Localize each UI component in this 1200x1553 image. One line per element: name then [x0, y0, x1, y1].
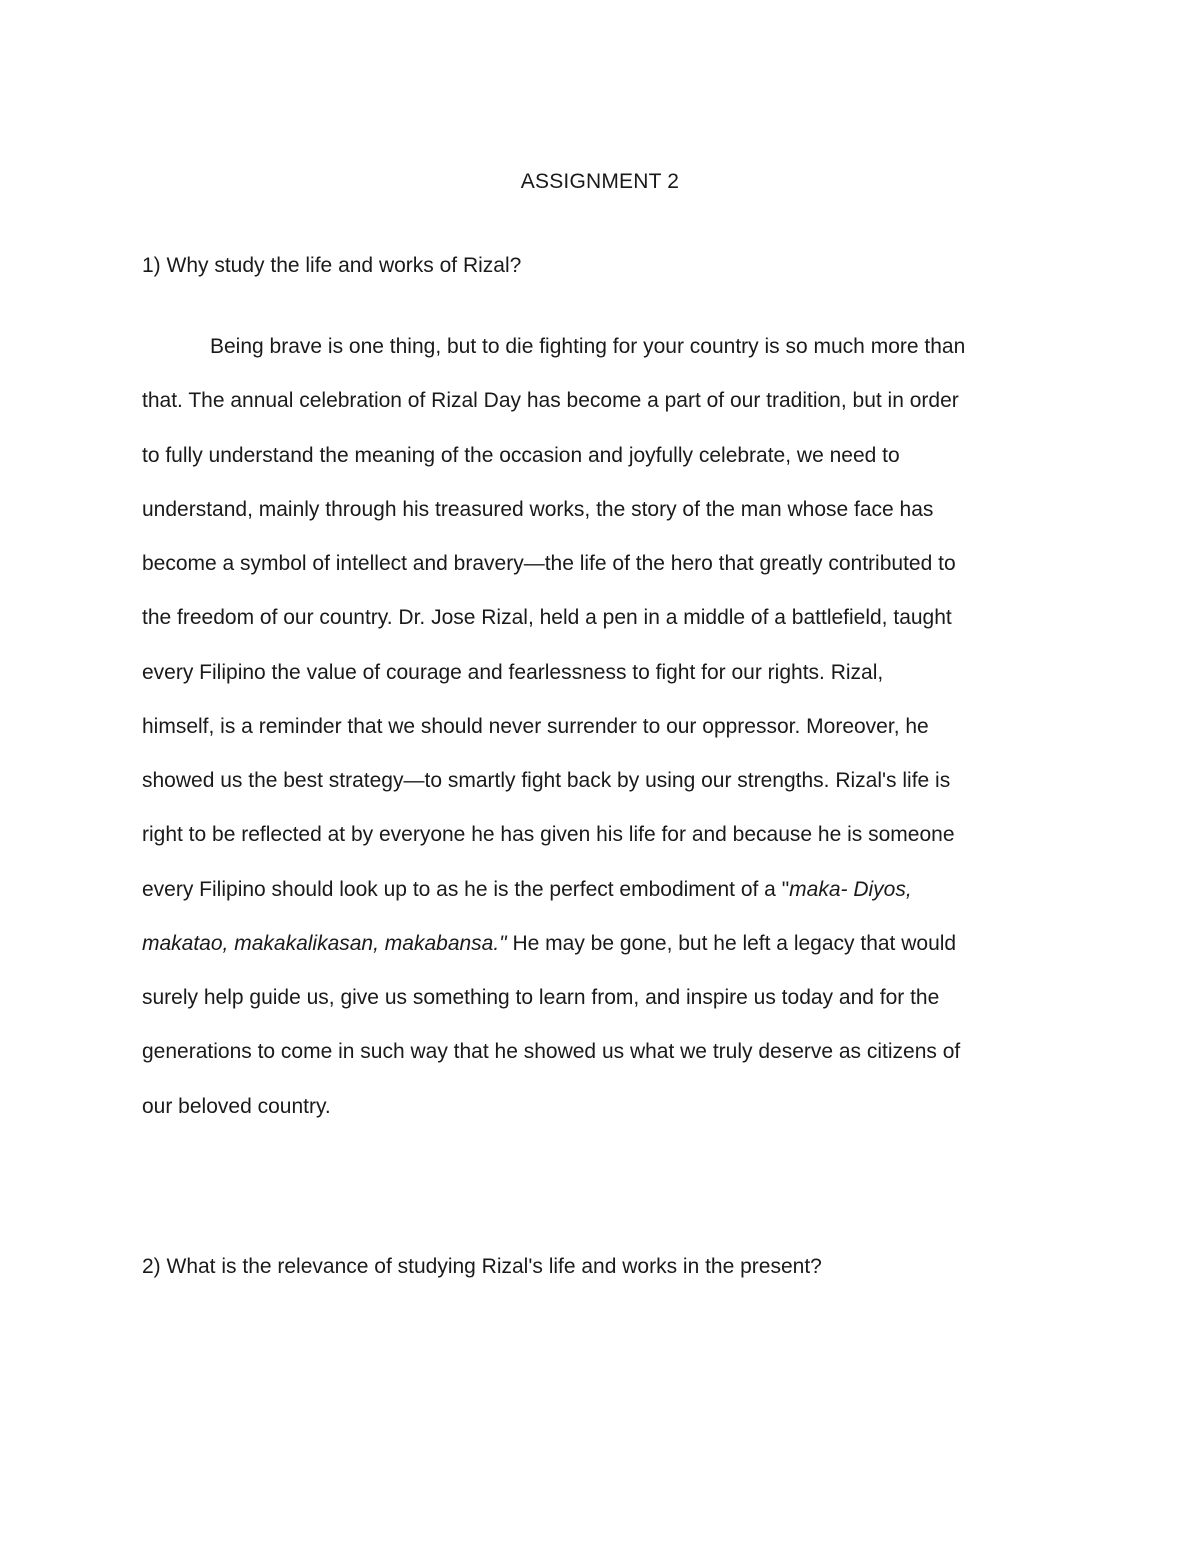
answer-line-11-text: every Filipino should look up to as he is the perfect embodiment of a " — [142, 877, 790, 901]
answer-line-5: become a symbol of intellect and bravery—the life of the hero that greatly contributed to — [142, 552, 956, 575]
answer-line-11-italic: maka- Diyos, — [789, 877, 912, 901]
answer-line-12-italic: makatao, makakalikasan, makabansa." — [142, 931, 507, 955]
question-1: 1) Why study the life and works of Rizal? — [142, 254, 522, 277]
answer-line-7: every Filipino the value of courage and fearlessness to fight for our rights. Rizal, — [142, 660, 884, 684]
answer-line-10: right to be reflected at by everyone he has given his life for and because he is someone — [142, 823, 955, 847]
answer-line-11 — [142, 875, 1060, 929]
answer-line-12 — [142, 929, 1060, 983]
answer-1 — [142, 332, 1060, 1146]
answer-line-4: understand, mainly through his treasured works, the story of the man whose face has — [142, 497, 934, 521]
answer-line-2: that. The annual celebration of Rizal Day has become a part of our tradition, but in order — [142, 389, 959, 413]
answer-line-15: our beloved country. — [142, 1094, 331, 1118]
answer-line-14: generations to come in such way that he showed us what we truly deserve as citizens of — [142, 1040, 961, 1064]
answer-line-3: to fully understand the meaning of the occasion and joyfully celebrate, we need to — [142, 443, 900, 467]
answer-line-8: himself, is a reminder that we should never surrender to our oppressor. Moreover, he — [142, 714, 929, 738]
answer-line-6: the freedom of our country. Dr. Jose Rizal, held a pen in a middle of a battlefield, taught — [142, 606, 952, 630]
answer-line-9: showed us the best strategy—to smartly fight back by using our strengths. Rizal's life is — [142, 769, 951, 792]
answer-line-13: surely help guide us, give us something to learn from, and inspire us today and for the — [142, 986, 940, 1009]
question-2: 2) What is the relevance of studying Rizal's life and works in the present? — [142, 1255, 822, 1278]
answer-line-12-text: He may be gone, but he left a legacy that would — [506, 931, 957, 955]
answer-line-1: Being brave is one thing, but to die fighting for your country is so much more than — [210, 335, 966, 358]
assignment-title: ASSIGNMENT 2 — [520, 170, 680, 193]
